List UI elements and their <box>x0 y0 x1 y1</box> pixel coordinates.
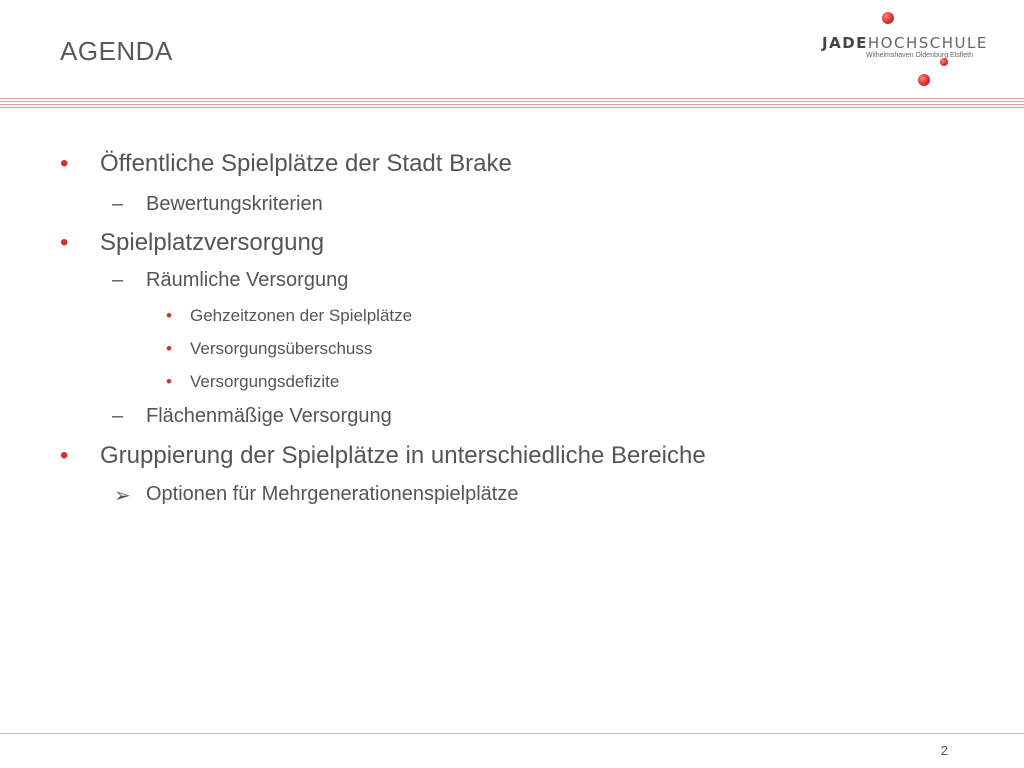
agenda-dash-marker: – <box>112 405 124 427</box>
agenda-dash-marker: – <box>112 193 124 215</box>
agenda-dash-marker: – <box>112 269 124 291</box>
bullet-marker: • <box>166 372 172 391</box>
arrow-bullet-icon: ➢ <box>114 485 131 507</box>
agenda-item: Gruppierung der Spielplätze in unterschiedliche Bereiche <box>100 442 706 469</box>
footer-divider <box>0 733 1024 734</box>
bullet-marker: • <box>60 150 69 177</box>
agenda-subitem: Räumliche Versorgung <box>146 269 349 291</box>
slide-title: AGENDA <box>60 36 173 66</box>
agenda-subitem: Optionen für Mehrgenerationenspielplätze <box>146 483 519 505</box>
bullet-marker: • <box>60 229 69 256</box>
logo-brand-jade: JADE <box>822 34 868 52</box>
agenda-item: Öffentliche Spielplätze der Stadt Brake <box>100 150 512 177</box>
agenda-item: Spielplatzversorgung <box>100 229 325 256</box>
agenda-subitem: Flächenmäßige Versorgung <box>146 405 392 427</box>
agenda-subsubitem: Versorgungsdefizite <box>190 372 340 391</box>
agenda-subsubitem: Versorgungsüberschuss <box>190 339 373 358</box>
bullet-marker: • <box>166 339 172 358</box>
logo-brand-hochschule: HOCHSCHULE <box>867 34 988 52</box>
agenda-subsubitem: Gehzeitzonen der Spielplätze <box>190 306 413 325</box>
page-number: 2 <box>940 743 948 758</box>
bullet-marker: • <box>166 306 172 325</box>
agenda-subitem: Bewertungskriterien <box>146 193 323 215</box>
logo-subtitle: Wilhelmshaven Oldenburg Elsfleth <box>866 52 973 59</box>
bullet-marker: • <box>60 442 69 469</box>
